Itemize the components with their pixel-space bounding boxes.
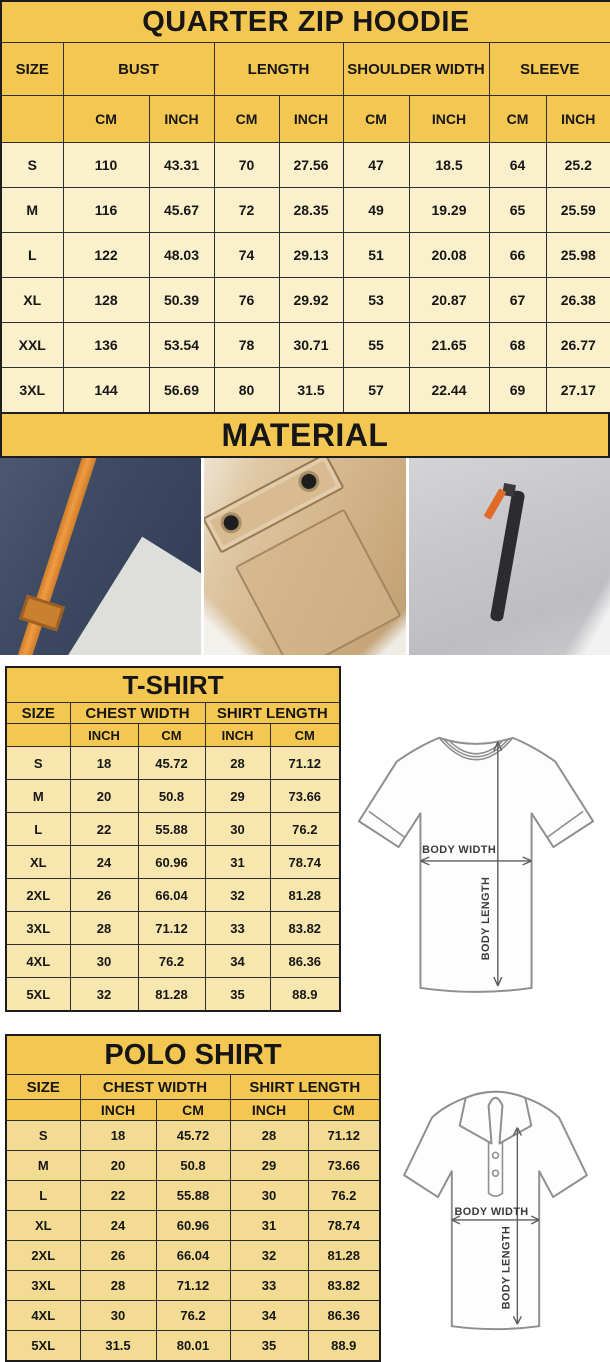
value-cell: 76.2 [270,813,340,846]
value-cell: 60.96 [138,846,205,879]
drawstring-buckle [19,594,65,631]
value-cell: 31.5 [279,368,343,414]
tshirt-drawing [347,692,605,1010]
value-cell: 27.56 [279,143,343,188]
hoodie-group-header-row [1,43,610,96]
polo-unit-header-row [6,1100,380,1121]
table-row [6,945,340,978]
table-row [6,780,340,813]
hoodie-size-table [0,0,610,414]
col-header-size: SIZE [6,1075,80,1100]
polo-measure-diagram [381,1034,610,1354]
value-cell: 45.67 [149,188,214,233]
unit-header: INCH [205,724,270,747]
value-cell: 34 [230,1301,308,1331]
value-cell: 70 [214,143,279,188]
value-cell: 81.28 [270,879,340,912]
table-row [1,278,610,323]
value-cell: 86.36 [308,1301,380,1331]
value-cell: 81.28 [308,1241,380,1271]
material-title: MATERIAL [221,416,389,453]
value-cell: 50.8 [138,780,205,813]
value-cell: 45.72 [156,1121,230,1151]
value-cell: 66 [489,233,546,278]
value-cell: 69 [489,368,546,414]
empty-cell [6,724,70,747]
value-cell: 26.77 [546,323,610,368]
value-cell: 66.04 [156,1241,230,1271]
value-cell: 47 [343,143,409,188]
value-cell: 73.66 [308,1151,380,1181]
value-cell: 26 [80,1241,156,1271]
value-cell: 71.12 [270,747,340,780]
body-width-label: BODY WIDTH [421,843,496,856]
unit-header: CM [489,96,546,143]
table-row [6,1271,380,1301]
value-cell: 136 [63,323,149,368]
size-cell: L [1,233,63,278]
size-cell: 2XL [6,1241,80,1271]
value-cell: 28 [205,747,270,780]
size-cell: S [6,747,70,780]
size-cell: L [6,1181,80,1211]
flap-pocket [204,458,405,655]
value-cell: 22.44 [409,368,489,414]
value-cell: 56.69 [149,368,214,414]
col-header-chest-width: CHEST WIDTH [70,703,205,724]
size-cell: 3XL [6,1271,80,1301]
value-cell: 20.08 [409,233,489,278]
value-cell: 88.9 [270,978,340,1012]
col-header-chest-width: CHEST WIDTH [80,1075,230,1100]
table-row [6,978,340,1012]
material-photos [0,458,610,655]
size-cell: M [6,1151,80,1181]
size-cell: M [6,780,70,813]
value-cell: 88.9 [308,1331,380,1362]
value-cell: 35 [230,1331,308,1362]
value-cell: 26.38 [546,278,610,323]
hoodie-title-row [1,1,610,43]
value-cell: 33 [230,1271,308,1301]
value-cell: 29.13 [279,233,343,278]
value-cell: 31 [205,846,270,879]
value-cell: 18.5 [409,143,489,188]
size-cell: XL [1,278,63,323]
col-header-sleeve: SLEEVE [489,43,610,96]
value-cell: 33 [205,912,270,945]
value-cell: 50.39 [149,278,214,323]
unit-header: INCH [409,96,489,143]
table-row [1,143,610,188]
table-row [6,1331,380,1362]
value-cell: 81.28 [138,978,205,1012]
unit-header: CM [270,724,340,747]
size-cell: XL [6,846,70,879]
value-cell: 78 [214,323,279,368]
value-cell: 73.66 [270,780,340,813]
tshirt-section [0,666,610,1012]
value-cell: 27.17 [546,368,610,414]
tshirt-measure-diagram [341,666,610,1010]
size-cell: 5XL [6,1331,80,1362]
material-banner [0,414,610,458]
unit-header: INCH [546,96,610,143]
tshirt-title: T-SHIRT [6,667,340,703]
value-cell: 29 [230,1151,308,1181]
value-cell: 110 [63,143,149,188]
tshirt-size-table [5,666,341,1012]
tshirt-title-row [6,667,340,703]
value-cell: 20.87 [409,278,489,323]
tshirt-group-header-row [6,703,340,724]
value-cell: 68 [489,323,546,368]
value-cell: 71.12 [308,1121,380,1151]
table-row [6,879,340,912]
size-cell: 3XL [6,912,70,945]
value-cell: 30 [80,1301,156,1331]
table-row [6,912,340,945]
unit-header: CM [138,724,205,747]
value-cell: 20 [70,780,138,813]
value-cell: 34 [205,945,270,978]
table-row [6,1121,380,1151]
value-cell: 78.74 [308,1211,380,1241]
value-cell: 80.01 [156,1331,230,1362]
value-cell: 26 [70,879,138,912]
size-cell: 5XL [6,978,70,1012]
hoodie-title: QUARTER ZIP HOODIE [1,1,610,43]
material-photo-navy-drawstring [0,458,201,655]
polo-drawing [394,1064,598,1354]
value-cell: 22 [70,813,138,846]
value-cell: 28 [80,1271,156,1301]
value-cell: 50.8 [156,1151,230,1181]
unit-header: INCH [80,1100,156,1121]
tshirt-unit-header-row [6,724,340,747]
value-cell: 30 [230,1181,308,1211]
value-cell: 78.74 [270,846,340,879]
size-cell: XXL [1,323,63,368]
size-cell: S [6,1121,80,1151]
material-photo-gray-zipper [409,458,610,655]
value-cell: 55.88 [156,1181,230,1211]
hoodie-unit-header-row [1,96,610,143]
value-cell: 29 [205,780,270,813]
value-cell: 21.65 [409,323,489,368]
table-row [1,368,610,414]
unit-header: CM [308,1100,380,1121]
body-length-label: BODY LENGTH [499,1225,512,1310]
value-cell: 48.03 [149,233,214,278]
value-cell: 83.82 [308,1271,380,1301]
empty-cell [6,1100,80,1121]
polo-group-header-row [6,1075,380,1100]
table-row [6,1181,380,1211]
polo-title: POLO SHIRT [6,1035,380,1075]
value-cell: 20 [80,1151,156,1181]
value-cell: 55 [343,323,409,368]
unit-header: INCH [230,1100,308,1121]
value-cell: 80 [214,368,279,414]
table-row [6,747,340,780]
value-cell: 43.31 [149,143,214,188]
col-header-size: SIZE [6,703,70,724]
value-cell: 55.88 [138,813,205,846]
col-header-shirt-length: SHIRT LENGTH [230,1075,380,1100]
value-cell: 71.12 [156,1271,230,1301]
value-cell: 24 [70,846,138,879]
table-row [6,1241,380,1271]
col-header-size: SIZE [1,43,63,96]
size-cell: M [1,188,63,233]
size-cell: 3XL [1,368,63,414]
value-cell: 76.2 [156,1301,230,1331]
col-header-shirt-length: SHIRT LENGTH [205,703,340,724]
value-cell: 28 [230,1121,308,1151]
value-cell: 25.98 [546,233,610,278]
value-cell: 32 [230,1241,308,1271]
value-cell: 67 [489,278,546,323]
value-cell: 60.96 [156,1211,230,1241]
polo-title-row [6,1035,380,1075]
col-header-length: LENGTH [214,43,343,96]
col-header-shoulder-width: SHOULDER WIDTH [343,43,489,96]
unit-header: CM [63,96,149,143]
value-cell: 18 [80,1121,156,1151]
value-cell: 53 [343,278,409,323]
size-cell: S [1,143,63,188]
value-cell: 35 [205,978,270,1012]
value-cell: 22 [80,1181,156,1211]
value-cell: 86.36 [270,945,340,978]
value-cell: 76 [214,278,279,323]
unit-header: CM [214,96,279,143]
value-cell: 30 [205,813,270,846]
value-cell: 18 [70,747,138,780]
size-cell: 4XL [6,1301,80,1331]
size-cell: XL [6,1211,80,1241]
value-cell: 24 [80,1211,156,1241]
value-cell: 116 [63,188,149,233]
unit-header: INCH [149,96,214,143]
fabric-edge-highlight [63,537,201,655]
value-cell: 64 [489,143,546,188]
unit-header: CM [156,1100,230,1121]
body-length-label: BODY LENGTH [479,876,492,961]
value-cell: 57 [343,368,409,414]
value-cell: 31.5 [80,1331,156,1362]
value-cell: 122 [63,233,149,278]
body-width-label: BODY WIDTH [453,1205,529,1218]
table-row [1,233,610,278]
value-cell: 66.04 [138,879,205,912]
table-row [6,1151,380,1181]
table-row [1,188,610,233]
value-cell: 25.2 [546,143,610,188]
value-cell: 19.29 [409,188,489,233]
value-cell: 72 [214,188,279,233]
value-cell: 128 [63,278,149,323]
value-cell: 53.54 [149,323,214,368]
value-cell: 31 [230,1211,308,1241]
value-cell: 28 [70,912,138,945]
value-cell: 45.72 [138,747,205,780]
table-row [6,813,340,846]
value-cell: 30 [70,945,138,978]
value-cell: 29.92 [279,278,343,323]
value-cell: 76.2 [308,1181,380,1211]
value-cell: 32 [70,978,138,1012]
size-cell: 2XL [6,879,70,912]
unit-header: CM [343,96,409,143]
value-cell: 74 [214,233,279,278]
value-cell: 71.12 [138,912,205,945]
material-photo-khaki-pocket [204,458,405,655]
value-cell: 51 [343,233,409,278]
value-cell: 65 [489,188,546,233]
empty-cell [1,96,63,143]
size-cell: 4XL [6,945,70,978]
value-cell: 83.82 [270,912,340,945]
value-cell: 28.35 [279,188,343,233]
tshirt-body-outline [358,738,592,992]
value-cell: 76.2 [138,945,205,978]
unit-header: INCH [279,96,343,143]
table-row [6,1301,380,1331]
value-cell: 144 [63,368,149,414]
value-cell: 25.59 [546,188,610,233]
orange-zipper-pull [483,488,506,520]
unit-header: INCH [70,724,138,747]
table-row [6,846,340,879]
polo-section [0,1034,610,1362]
table-row [6,1211,380,1241]
table-row [1,323,610,368]
size-cell: L [6,813,70,846]
value-cell: 49 [343,188,409,233]
polo-size-table [5,1034,381,1362]
col-header-bust: BUST [63,43,214,96]
value-cell: 32 [205,879,270,912]
value-cell: 30.71 [279,323,343,368]
